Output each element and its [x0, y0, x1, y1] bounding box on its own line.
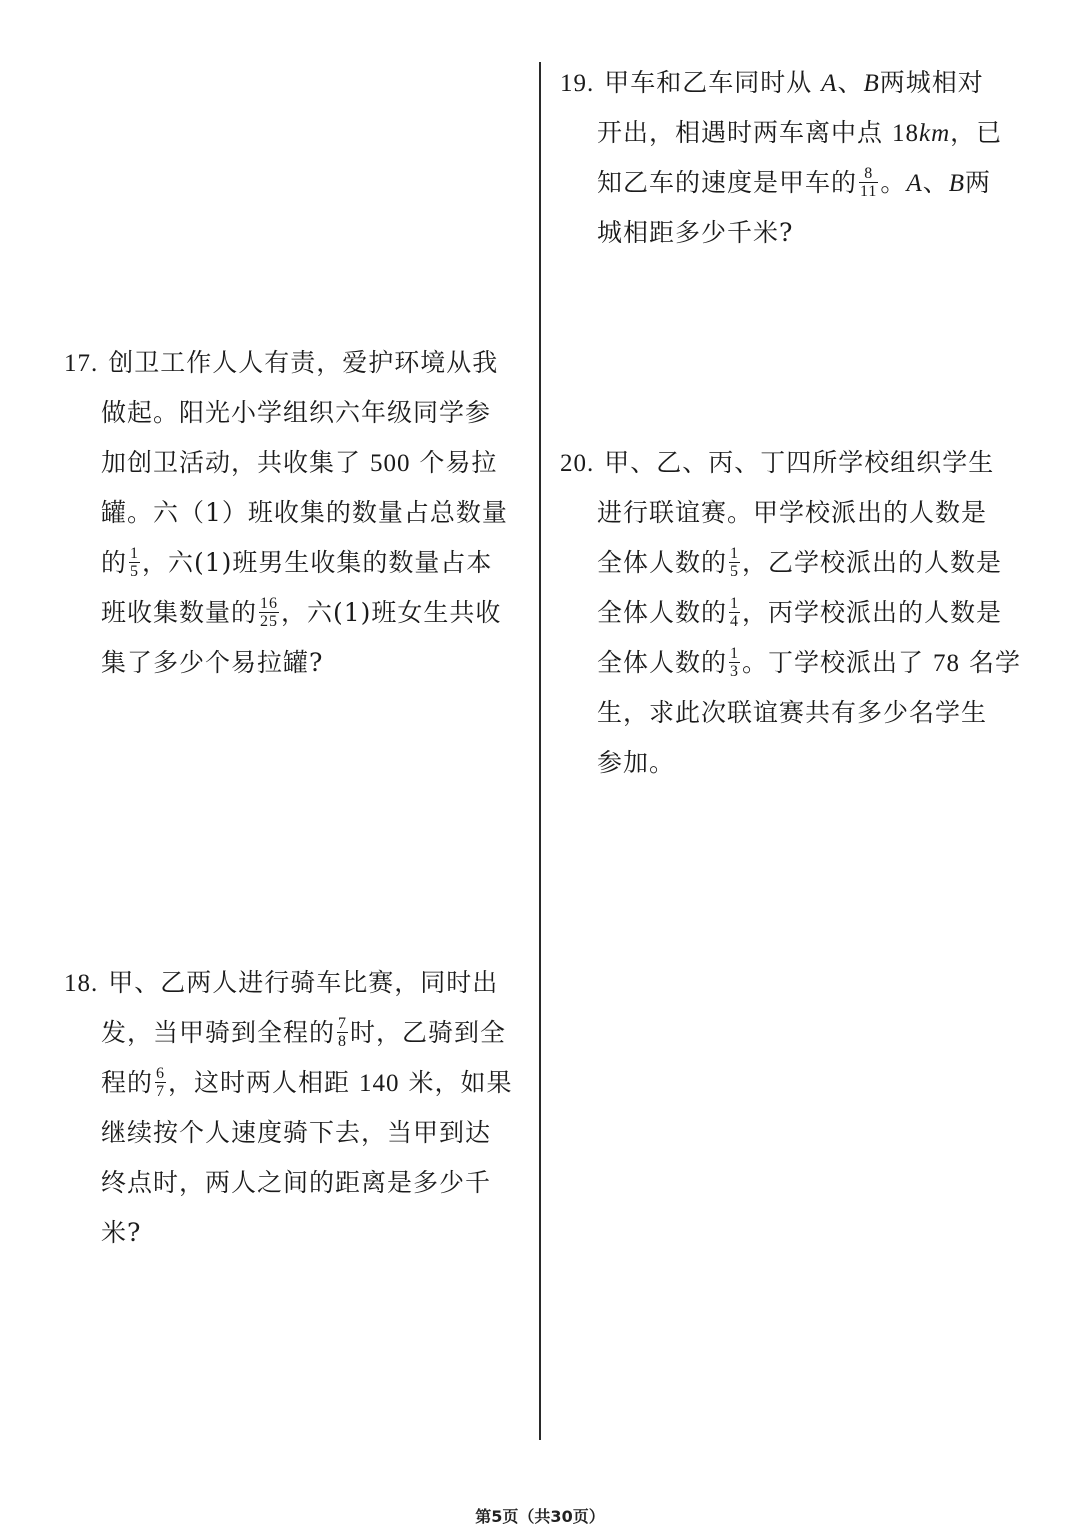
fraction-denominator: 3: [730, 663, 740, 680]
problem-text: 集了多少个易拉罐?: [101, 648, 324, 677]
problem-number: 20.: [560, 450, 595, 477]
problem-19-line-4: [560, 208, 1030, 258]
fraction-denominator: 8: [338, 1033, 348, 1050]
problem-20-line-7: [560, 738, 1030, 788]
problem-19-line-2: [560, 108, 1030, 158]
problem-text: 个易拉: [419, 448, 498, 477]
problem-text: 城相距多少千米?: [597, 218, 794, 247]
problem-17-line-5: [64, 538, 529, 588]
problem-18-line-4: [64, 1108, 529, 1158]
problem-text: 米，如果: [408, 1068, 513, 1097]
variable-a: A: [821, 70, 838, 97]
problem-17-line-1: [64, 338, 529, 388]
problem-18: [64, 958, 529, 1258]
problem-text: 名学: [968, 648, 1021, 677]
problem-text: 程的: [101, 1068, 154, 1097]
number-value: 500: [369, 450, 411, 477]
problem-text: 班收集数量的: [101, 598, 258, 627]
variable-b: B: [948, 170, 966, 197]
problem-20-line-2: [560, 488, 1030, 538]
problem-text: 生，求此次联谊赛共有多少名学生: [597, 698, 988, 727]
page-footer: 第5页（共30页）: [475, 1507, 605, 1526]
problem-text: ，六(1)班女生共收: [281, 598, 502, 627]
problem-text: 两城相对: [879, 68, 984, 97]
fraction-numerator: 1: [730, 595, 740, 612]
problem-17-line-6: [64, 588, 529, 638]
problem-text: 进行联谊赛。甲学校派出的人数是: [597, 498, 988, 527]
problem-text: 、: [922, 168, 949, 197]
problem-18-line-2: [64, 1008, 529, 1058]
variable-a: A: [906, 170, 923, 197]
problem-text: 两: [965, 168, 992, 197]
problem-20-line-3: [560, 538, 1030, 588]
problem-18-line-3: [64, 1058, 529, 1108]
problem-19-line-3: [560, 158, 1030, 208]
problem-text: 全体人数的: [597, 548, 728, 577]
fraction: [259, 595, 279, 630]
fraction-denominator: 7: [156, 1083, 166, 1100]
fraction: [729, 545, 740, 580]
problem-17-line-4: [64, 488, 529, 538]
fraction-numerator: 1: [130, 545, 140, 562]
problem-text: 全体人数的: [597, 598, 728, 627]
problem-text: ，乙学校派出的人数是: [742, 548, 1003, 577]
fraction-numerator: 6: [156, 1065, 166, 1082]
fraction-numerator: 16: [260, 595, 279, 612]
problem-text: 。: [880, 168, 907, 197]
fraction: [155, 1065, 166, 1100]
fraction: [337, 1015, 348, 1050]
fraction: [129, 545, 140, 580]
problem-text: 的: [101, 548, 128, 577]
fraction-numerator: 8: [859, 165, 878, 183]
fraction-numerator: 7: [338, 1015, 348, 1032]
problem-17: [64, 338, 529, 688]
problem-number: 19.: [560, 70, 595, 97]
problem-text: 参加。: [597, 748, 676, 777]
problem-text: 知乙车的速度是甲车的: [597, 168, 858, 197]
fraction-denominator: 11: [860, 183, 878, 200]
problem-text: 开出，相遇时两车离中点: [597, 118, 884, 147]
variable-b: B: [863, 70, 880, 97]
problem-19: [560, 58, 1030, 258]
problem-text: 全体人数的: [597, 648, 728, 677]
problem-text: 发，当甲骑到全程的: [101, 1018, 336, 1047]
fraction-numerator: 1: [730, 645, 740, 662]
problem-18-line-1: [64, 958, 529, 1008]
problem-18-line-6: [64, 1208, 529, 1258]
problem-text: 甲、乙两人进行骑车比赛，同时出: [108, 968, 499, 997]
problem-text: 。丁学校派出了: [742, 648, 925, 677]
problem-text: 做起。阳光小学组织六年级同学参: [101, 398, 492, 427]
fraction: [729, 595, 740, 630]
problem-text: ，已: [950, 118, 1003, 147]
problem-text: 甲、乙、丙、丁四所学校组织学生: [604, 448, 995, 477]
problem-text: 终点时，两人之间的距离是多少千: [101, 1168, 492, 1197]
problem-text: ，丙学校派出的人数是: [742, 598, 1003, 627]
unit-km: km: [918, 120, 951, 147]
problem-text: 米?: [101, 1218, 142, 1247]
problem-20-line-5: [560, 638, 1030, 688]
column-divider: [539, 62, 541, 1440]
problem-text: 继续按个人速度骑下去，当甲到达: [101, 1118, 492, 1147]
problem-text: 时，乙骑到全: [350, 1018, 507, 1047]
fraction: [859, 165, 878, 200]
problem-17-line-3: [64, 438, 529, 488]
problem-20-line-1: [560, 438, 1030, 488]
fraction: [729, 645, 740, 680]
problem-17-line-7: [64, 638, 529, 688]
problem-text: ，六(1)班男生收集的数量占本: [142, 548, 493, 577]
problem-20: [560, 438, 1030, 788]
fraction-denominator: 5: [730, 563, 740, 580]
problem-text: 、: [837, 68, 864, 97]
fraction-denominator: 5: [130, 563, 140, 580]
fraction-numerator: 1: [730, 545, 740, 562]
problem-20-line-6: [560, 688, 1030, 738]
problem-text: 创卫工作人人有责，爱护环境从我: [108, 348, 499, 377]
problem-18-line-5: [64, 1158, 529, 1208]
problem-text: 加创卫活动，共收集了: [101, 448, 362, 477]
fraction-denominator: 25: [260, 613, 279, 630]
problem-number: 17.: [64, 350, 99, 377]
problem-number: 18.: [64, 970, 99, 997]
fraction-denominator: 4: [730, 613, 740, 630]
problem-19-line-1: [560, 58, 1030, 108]
number-value: 18: [891, 120, 919, 147]
number-value: 140: [358, 1070, 400, 1097]
problem-text: ，这时两人相距: [168, 1068, 351, 1097]
number-value: 78: [932, 650, 960, 677]
problem-text: 甲车和乙车同时从: [604, 68, 813, 97]
problem-17-line-2: [64, 388, 529, 438]
problem-text: 罐。六（1）班收集的数量占总数量: [101, 498, 508, 527]
problem-20-line-4: [560, 588, 1030, 638]
